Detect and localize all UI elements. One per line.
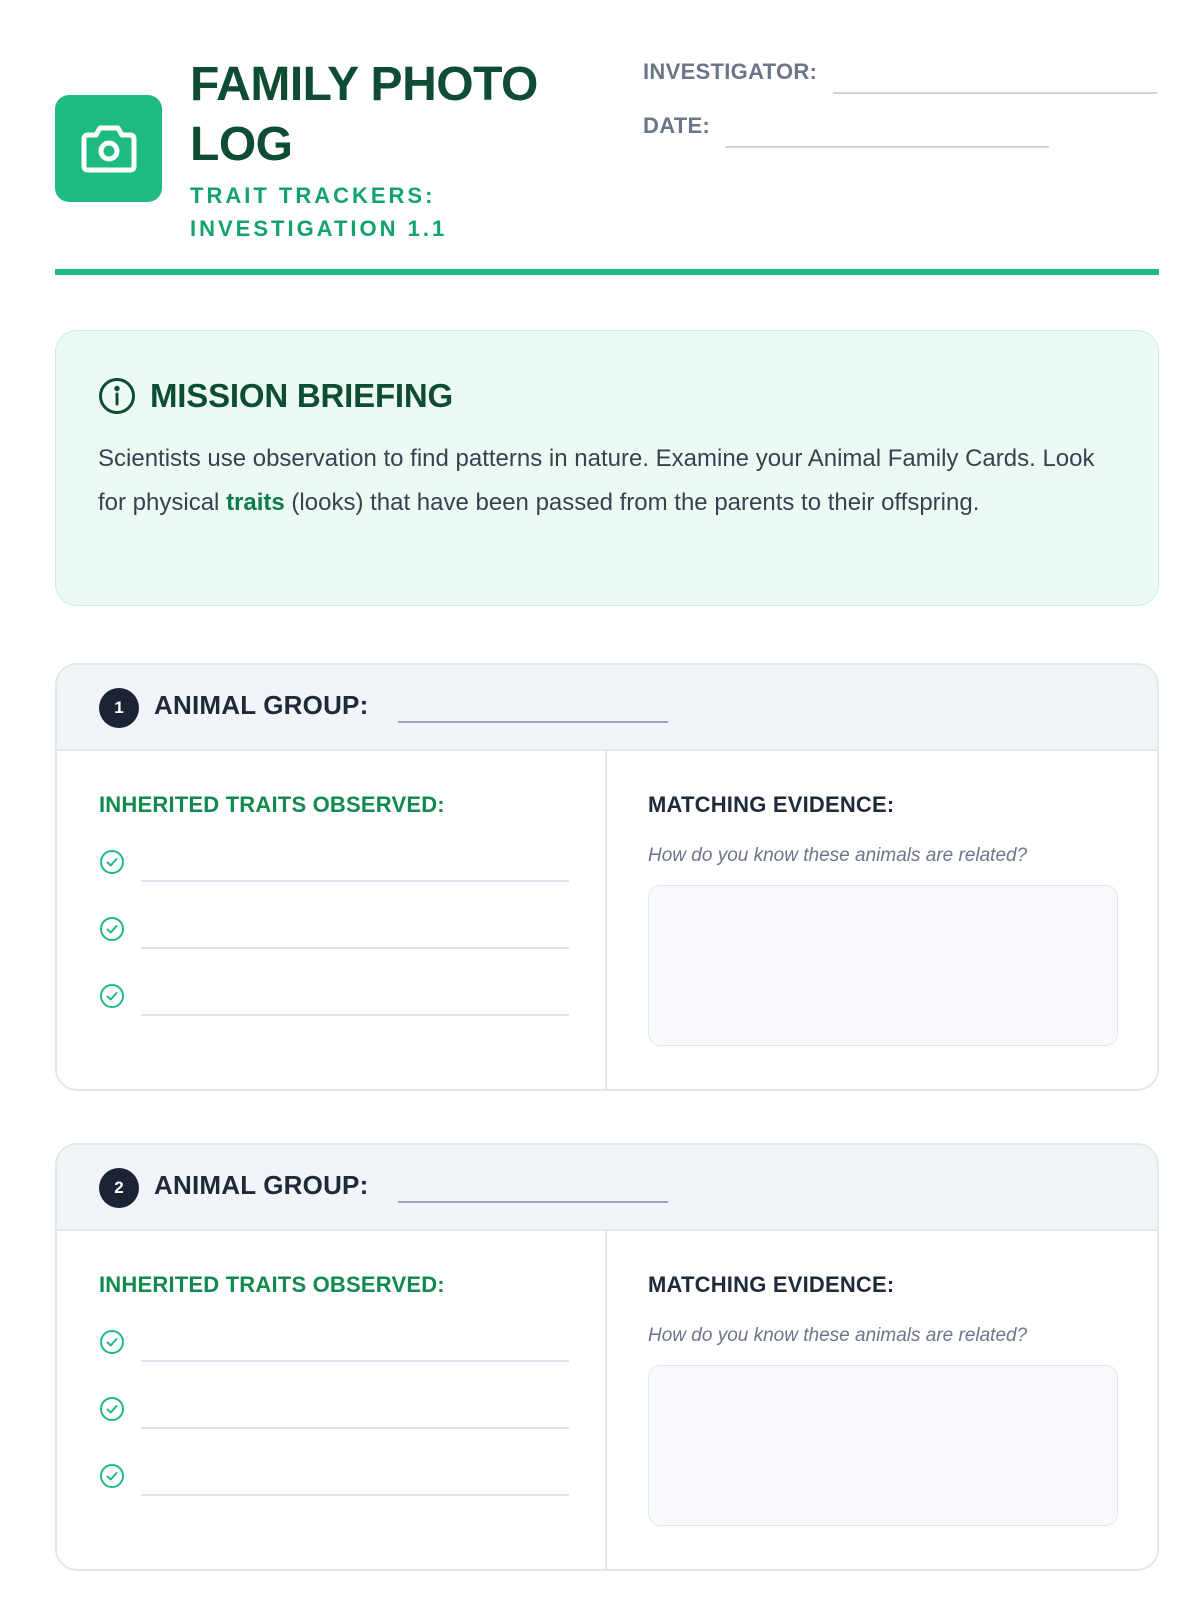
traits-title: INHERITED TRAITS OBSERVED: <box>99 1272 445 1297</box>
trait-input-line[interactable] <box>141 947 569 949</box>
worksheet-header <box>55 55 1159 280</box>
briefing-text <box>98 437 1108 525</box>
check-circle-icon <box>99 1396 125 1422</box>
trait-row <box>99 1390 569 1430</box>
trait-input-line[interactable] <box>141 1494 569 1496</box>
mission-briefing <box>55 330 1159 606</box>
date-field[interactable] <box>725 146 1049 148</box>
traits-title: INHERITED TRAITS OBSERVED: <box>99 792 445 817</box>
animal-group-label: ANIMAL GROUP: <box>154 1170 369 1200</box>
briefing-text-part: Scientists use observation to find patterns in nature. Examine your Animal Family Cards. Look for physical <box>98 445 1095 516</box>
check-circle-icon <box>99 849 125 875</box>
group-number-badge: 1 <box>99 688 139 728</box>
check-circle-icon <box>99 983 125 1009</box>
column-divider <box>605 751 607 1091</box>
trait-row <box>99 1457 569 1497</box>
logo-badge <box>55 95 162 202</box>
investigator-label: INVESTIGATOR: <box>643 59 818 84</box>
trait-input-line[interactable] <box>141 1427 569 1429</box>
trait-row <box>99 910 569 950</box>
check-circle-icon <box>99 1329 125 1355</box>
group-number-badge: 2 <box>99 1168 139 1208</box>
briefing-highlight: traits <box>226 489 285 516</box>
briefing-text-part: (looks) that have been passed from the parents to their offspring. <box>284 489 980 516</box>
page-title: FAMILY PHOTO LOG <box>190 58 538 171</box>
camera-icon <box>78 123 140 175</box>
trait-input-line[interactable] <box>141 1014 569 1016</box>
date-label: DATE: <box>643 113 711 138</box>
trait-input-line[interactable] <box>141 880 569 882</box>
animal-group-card-1 <box>55 663 1159 1091</box>
animal-group-card-2 <box>55 1143 1159 1571</box>
investigator-field[interactable] <box>833 92 1157 94</box>
animal-group-field[interactable] <box>398 721 668 723</box>
check-circle-icon <box>99 916 125 942</box>
trait-row <box>99 843 569 883</box>
briefing-title: MISSION BRIEFING <box>150 377 453 414</box>
trait-row <box>99 1323 569 1363</box>
animal-group-field[interactable] <box>398 1201 668 1203</box>
evidence-hint: How do you know these animals are related? <box>648 845 1028 866</box>
header-meta <box>643 55 1159 163</box>
group-header <box>57 1145 1157 1231</box>
evidence-hint: How do you know these animals are related? <box>648 1325 1028 1346</box>
evidence-title: MATCHING EVIDENCE: <box>648 1272 895 1297</box>
page-subtitle: TRAIT TRACKERS: INVESTIGATION 1.1 <box>190 183 448 241</box>
trait-input-line[interactable] <box>141 1360 569 1362</box>
info-icon <box>98 377 136 415</box>
evidence-textbox[interactable] <box>648 885 1118 1046</box>
header-divider <box>55 269 1159 275</box>
animal-group-label: ANIMAL GROUP: <box>154 690 369 720</box>
column-divider <box>605 1231 607 1571</box>
evidence-textbox[interactable] <box>648 1365 1118 1526</box>
group-header <box>57 665 1157 751</box>
trait-row <box>99 977 569 1017</box>
check-circle-icon <box>99 1463 125 1489</box>
evidence-title: MATCHING EVIDENCE: <box>648 792 895 817</box>
